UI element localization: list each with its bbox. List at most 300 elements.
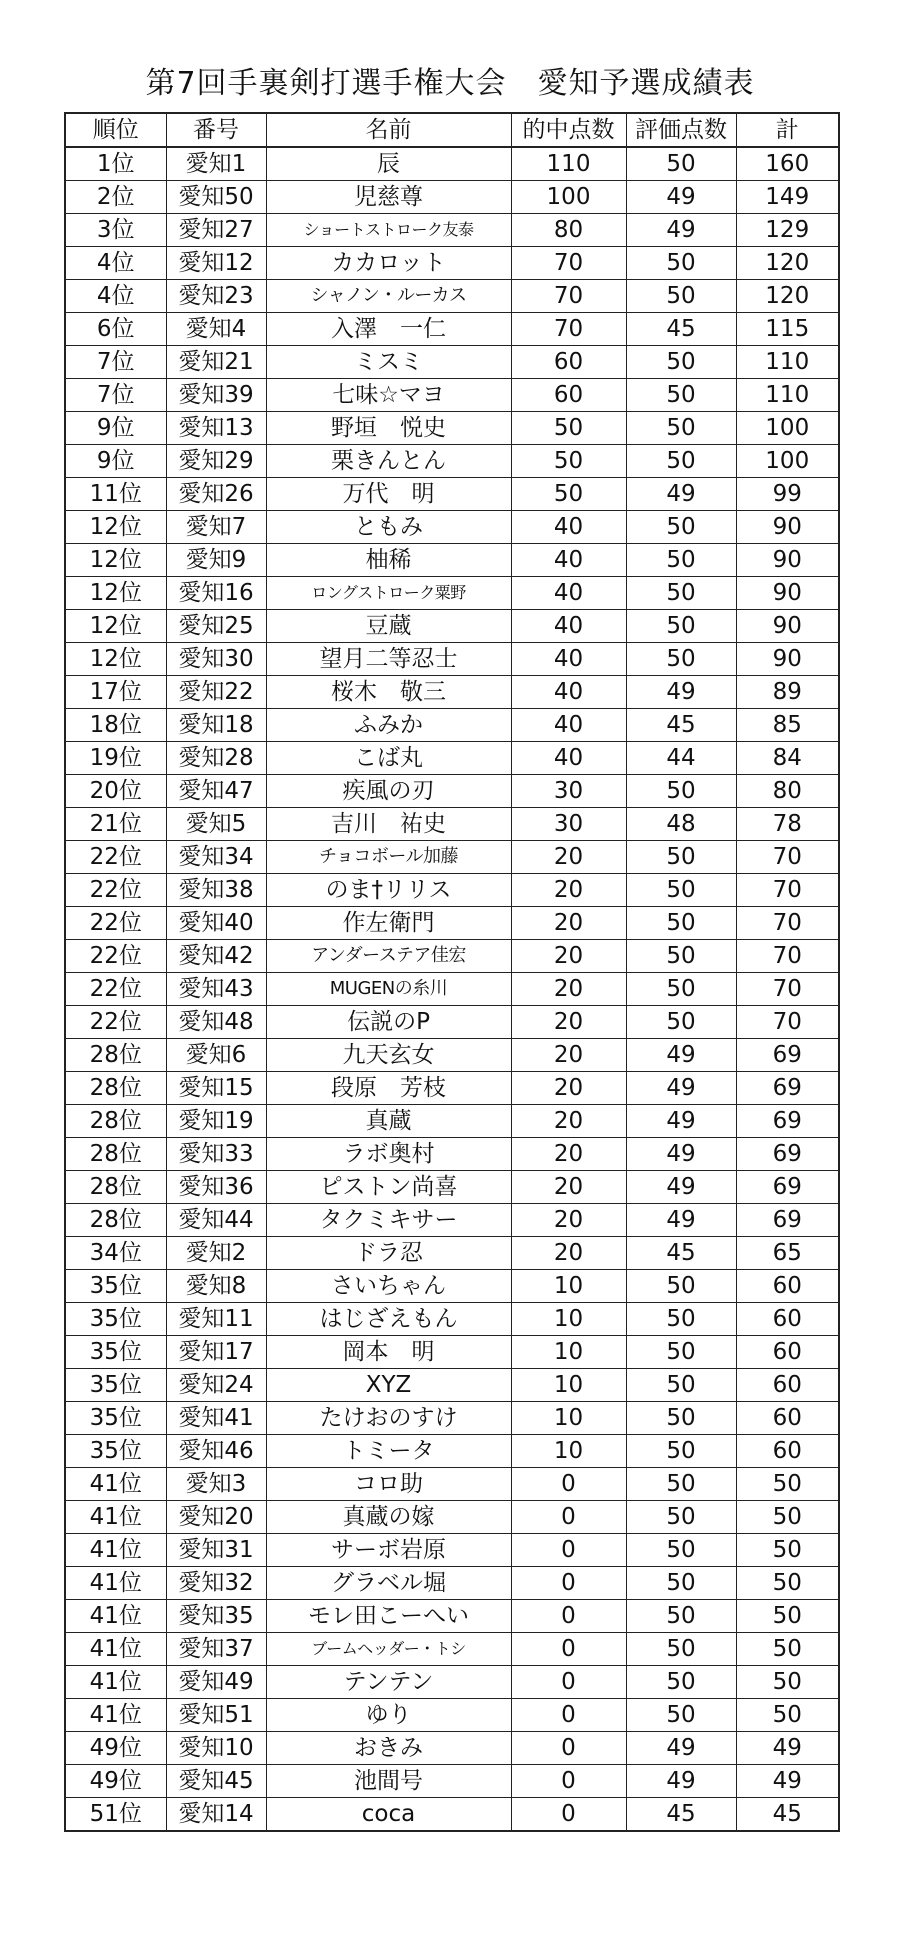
cell-name: 豆蔵 <box>266 610 511 643</box>
cell-name: 岡本 明 <box>266 1336 511 1369</box>
cell-number: 愛知5 <box>166 808 266 841</box>
cell-number: 愛知26 <box>166 478 266 511</box>
cell-total: 50 <box>736 1468 839 1501</box>
cell-eval-points: 50 <box>626 1336 736 1369</box>
cell-eval-points: 50 <box>626 610 736 643</box>
cell-rank: 28位 <box>65 1171 166 1204</box>
header-hit-points: 的中点数 <box>511 113 626 147</box>
cell-eval-points: 50 <box>626 1006 736 1039</box>
cell-name: 七味☆マヨ <box>266 379 511 412</box>
cell-hit-points: 20 <box>511 1039 626 1072</box>
cell-rank: 41位 <box>65 1633 166 1666</box>
cell-hit-points: 80 <box>511 214 626 247</box>
cell-hit-points: 0 <box>511 1732 626 1765</box>
cell-hit-points: 10 <box>511 1336 626 1369</box>
cell-total: 69 <box>736 1171 839 1204</box>
cell-total: 70 <box>736 1006 839 1039</box>
cell-total: 120 <box>736 247 839 280</box>
cell-eval-points: 49 <box>626 1732 736 1765</box>
cell-eval-points: 50 <box>626 1468 736 1501</box>
table-row <box>65 379 839 412</box>
cell-rank: 12位 <box>65 643 166 676</box>
cell-number: 愛知50 <box>166 181 266 214</box>
cell-hit-points: 50 <box>511 445 626 478</box>
cell-name: コロ助 <box>266 1468 511 1501</box>
cell-name: 野垣 悦史 <box>266 412 511 445</box>
cell-eval-points: 45 <box>626 313 736 346</box>
cell-name: テンテン <box>266 1666 511 1699</box>
cell-eval-points: 49 <box>626 1039 736 1072</box>
cell-number: 愛知10 <box>166 1732 266 1765</box>
cell-hit-points: 10 <box>511 1303 626 1336</box>
cell-rank: 34位 <box>65 1237 166 1270</box>
table-row <box>65 412 839 445</box>
cell-hit-points: 20 <box>511 973 626 1006</box>
cell-name: 万代 明 <box>266 478 511 511</box>
header-number: 番号 <box>166 113 266 147</box>
cell-total: 60 <box>736 1369 839 1402</box>
table-row <box>65 478 839 511</box>
cell-total: 110 <box>736 346 839 379</box>
table-row <box>65 1699 839 1732</box>
cell-eval-points: 49 <box>626 676 736 709</box>
cell-eval-points: 50 <box>626 841 736 874</box>
cell-name: モレ田こーへい <box>266 1600 511 1633</box>
cell-eval-points: 50 <box>626 1501 736 1534</box>
cell-hit-points: 20 <box>511 1171 626 1204</box>
cell-rank: 35位 <box>65 1270 166 1303</box>
table-row <box>65 1600 839 1633</box>
cell-total: 60 <box>736 1303 839 1336</box>
cell-total: 99 <box>736 478 839 511</box>
cell-number: 愛知32 <box>166 1567 266 1600</box>
cell-name: こば丸 <box>266 742 511 775</box>
cell-rank: 20位 <box>65 775 166 808</box>
cell-rank: 17位 <box>65 676 166 709</box>
cell-name: ミスミ <box>266 346 511 379</box>
cell-number: 愛知12 <box>166 247 266 280</box>
cell-hit-points: 20 <box>511 841 626 874</box>
cell-number: 愛知39 <box>166 379 266 412</box>
cell-number: 愛知20 <box>166 1501 266 1534</box>
table-row <box>65 709 839 742</box>
cell-name: 辰 <box>266 147 511 181</box>
cell-eval-points: 50 <box>626 280 736 313</box>
cell-hit-points: 40 <box>511 577 626 610</box>
cell-rank: 7位 <box>65 346 166 379</box>
cell-hit-points: 40 <box>511 709 626 742</box>
cell-hit-points: 10 <box>511 1435 626 1468</box>
header-row <box>65 113 839 147</box>
cell-name: ともみ <box>266 511 511 544</box>
cell-name: アンダーステア佳宏 <box>266 940 511 973</box>
cell-eval-points: 49 <box>626 181 736 214</box>
cell-eval-points: 50 <box>626 147 736 181</box>
cell-name: 児慈尊 <box>266 181 511 214</box>
cell-number: 愛知37 <box>166 1633 266 1666</box>
cell-name: 望月二等忍士 <box>266 643 511 676</box>
cell-rank: 35位 <box>65 1369 166 1402</box>
table-row <box>65 1732 839 1765</box>
cell-number: 愛知17 <box>166 1336 266 1369</box>
cell-eval-points: 50 <box>626 412 736 445</box>
cell-rank: 4位 <box>65 280 166 313</box>
cell-rank: 2位 <box>65 181 166 214</box>
table-row <box>65 808 839 841</box>
cell-eval-points: 49 <box>626 1138 736 1171</box>
cell-hit-points: 0 <box>511 1699 626 1732</box>
cell-name: 作左衛門 <box>266 907 511 940</box>
cell-total: 50 <box>736 1534 839 1567</box>
table-row <box>65 1765 839 1798</box>
table-body <box>65 147 839 1831</box>
cell-total: 69 <box>736 1105 839 1138</box>
cell-eval-points: 50 <box>626 1699 736 1732</box>
cell-rank: 28位 <box>65 1138 166 1171</box>
cell-name: 栗きんとん <box>266 445 511 478</box>
table-row <box>65 1435 839 1468</box>
cell-name: たけおのすけ <box>266 1402 511 1435</box>
cell-number: 愛知3 <box>166 1468 266 1501</box>
table-row <box>65 1798 839 1832</box>
cell-rank: 49位 <box>65 1732 166 1765</box>
cell-number: 愛知36 <box>166 1171 266 1204</box>
cell-name: 入澤 一仁 <box>266 313 511 346</box>
cell-total: 49 <box>736 1765 839 1798</box>
cell-rank: 18位 <box>65 709 166 742</box>
table-row <box>65 181 839 214</box>
cell-name: 九天玄女 <box>266 1039 511 1072</box>
table-row <box>65 1666 839 1699</box>
header-rank: 順位 <box>65 113 166 147</box>
cell-total: 160 <box>736 147 839 181</box>
cell-number: 愛知1 <box>166 147 266 181</box>
cell-number: 愛知47 <box>166 775 266 808</box>
cell-number: 愛知45 <box>166 1765 266 1798</box>
cell-rank: 41位 <box>65 1699 166 1732</box>
cell-hit-points: 30 <box>511 775 626 808</box>
cell-total: 60 <box>736 1435 839 1468</box>
cell-name: 真蔵の嫁 <box>266 1501 511 1534</box>
cell-number: 愛知34 <box>166 841 266 874</box>
cell-name: チョコボール加藤 <box>266 841 511 874</box>
cell-number: 愛知22 <box>166 676 266 709</box>
table-row <box>65 147 839 181</box>
cell-hit-points: 40 <box>511 610 626 643</box>
cell-rank: 22位 <box>65 940 166 973</box>
cell-hit-points: 0 <box>511 1501 626 1534</box>
cell-total: 90 <box>736 544 839 577</box>
table-row <box>65 1039 839 1072</box>
table-row <box>65 1237 839 1270</box>
cell-name: XYZ <box>266 1369 511 1402</box>
table-row <box>65 973 839 1006</box>
cell-total: 115 <box>736 313 839 346</box>
cell-name: グラベル堀 <box>266 1567 511 1600</box>
cell-total: 50 <box>736 1600 839 1633</box>
cell-total: 80 <box>736 775 839 808</box>
table-row <box>65 1072 839 1105</box>
cell-eval-points: 50 <box>626 643 736 676</box>
cell-name: おきみ <box>266 1732 511 1765</box>
cell-hit-points: 0 <box>511 1468 626 1501</box>
cell-rank: 22位 <box>65 874 166 907</box>
page-title: 第7回手裏剣打選手権大会 愛知予選成績表 <box>145 66 755 101</box>
table-row <box>65 940 839 973</box>
table-row <box>65 1204 839 1237</box>
cell-eval-points: 44 <box>626 742 736 775</box>
cell-eval-points: 50 <box>626 1402 736 1435</box>
table-row <box>65 1171 839 1204</box>
table-row <box>65 610 839 643</box>
table-row <box>65 445 839 478</box>
cell-hit-points: 40 <box>511 544 626 577</box>
table-row <box>65 1369 839 1402</box>
cell-rank: 12位 <box>65 544 166 577</box>
table-row <box>65 775 839 808</box>
cell-rank: 35位 <box>65 1336 166 1369</box>
table-row <box>65 742 839 775</box>
cell-hit-points: 20 <box>511 1006 626 1039</box>
cell-name: シャノン・ルーカス <box>266 280 511 313</box>
cell-rank: 12位 <box>65 610 166 643</box>
cell-number: 愛知49 <box>166 1666 266 1699</box>
cell-hit-points: 20 <box>511 907 626 940</box>
cell-hit-points: 20 <box>511 1237 626 1270</box>
cell-hit-points: 70 <box>511 247 626 280</box>
cell-number: 愛知29 <box>166 445 266 478</box>
cell-eval-points: 45 <box>626 709 736 742</box>
cell-total: 90 <box>736 511 839 544</box>
table-row <box>65 577 839 610</box>
cell-name: ゆり <box>266 1699 511 1732</box>
cell-eval-points: 50 <box>626 1666 736 1699</box>
cell-name: ロングストローク粟野 <box>266 577 511 610</box>
cell-rank: 4位 <box>65 247 166 280</box>
table-row <box>65 1633 839 1666</box>
cell-total: 69 <box>736 1072 839 1105</box>
cell-hit-points: 20 <box>511 1138 626 1171</box>
cell-hit-points: 70 <box>511 280 626 313</box>
cell-number: 愛知43 <box>166 973 266 1006</box>
cell-name: 桜木 敬三 <box>266 676 511 709</box>
cell-total: 50 <box>736 1633 839 1666</box>
cell-hit-points: 70 <box>511 313 626 346</box>
cell-hit-points: 50 <box>511 478 626 511</box>
cell-hit-points: 40 <box>511 676 626 709</box>
table-row <box>65 1567 839 1600</box>
cell-eval-points: 45 <box>626 1798 736 1832</box>
cell-total: 90 <box>736 610 839 643</box>
cell-number: 愛知4 <box>166 313 266 346</box>
cell-number: 愛知19 <box>166 1105 266 1138</box>
cell-hit-points: 20 <box>511 940 626 973</box>
table-row <box>65 1336 839 1369</box>
cell-eval-points: 45 <box>626 1237 736 1270</box>
cell-hit-points: 0 <box>511 1534 626 1567</box>
cell-name: ブームヘッダー・トシ <box>266 1633 511 1666</box>
cell-rank: 35位 <box>65 1435 166 1468</box>
cell-total: 69 <box>736 1138 839 1171</box>
cell-hit-points: 40 <box>511 742 626 775</box>
cell-name: 疾風の刃 <box>266 775 511 808</box>
table-row <box>65 214 839 247</box>
cell-eval-points: 49 <box>626 478 736 511</box>
cell-total: 65 <box>736 1237 839 1270</box>
cell-total: 70 <box>736 907 839 940</box>
cell-rank: 22位 <box>65 1006 166 1039</box>
cell-number: 愛知11 <box>166 1303 266 1336</box>
cell-hit-points: 110 <box>511 147 626 181</box>
cell-eval-points: 50 <box>626 973 736 1006</box>
table-row <box>65 1468 839 1501</box>
cell-hit-points: 20 <box>511 1072 626 1105</box>
cell-number: 愛知21 <box>166 346 266 379</box>
cell-total: 45 <box>736 1798 839 1832</box>
cell-number: 愛知30 <box>166 643 266 676</box>
cell-name: ドラ忍 <box>266 1237 511 1270</box>
cell-name: 真蔵 <box>266 1105 511 1138</box>
cell-total: 70 <box>736 841 839 874</box>
cell-rank: 41位 <box>65 1600 166 1633</box>
cell-eval-points: 50 <box>626 1270 736 1303</box>
table-row <box>65 841 839 874</box>
cell-number: 愛知24 <box>166 1369 266 1402</box>
cell-number: 愛知46 <box>166 1435 266 1468</box>
cell-number: 愛知9 <box>166 544 266 577</box>
cell-number: 愛知41 <box>166 1402 266 1435</box>
cell-number: 愛知15 <box>166 1072 266 1105</box>
cell-name: 伝説のP <box>266 1006 511 1039</box>
cell-rank: 3位 <box>65 214 166 247</box>
cell-eval-points: 50 <box>626 379 736 412</box>
cell-rank: 28位 <box>65 1039 166 1072</box>
cell-name: ラボ奥村 <box>266 1138 511 1171</box>
cell-total: 129 <box>736 214 839 247</box>
cell-number: 愛知13 <box>166 412 266 445</box>
cell-total: 50 <box>736 1666 839 1699</box>
cell-name: 池間号 <box>266 1765 511 1798</box>
cell-hit-points: 0 <box>511 1666 626 1699</box>
cell-rank: 51位 <box>65 1798 166 1832</box>
cell-number: 愛知31 <box>166 1534 266 1567</box>
cell-hit-points: 60 <box>511 379 626 412</box>
cell-total: 84 <box>736 742 839 775</box>
cell-rank: 22位 <box>65 841 166 874</box>
cell-name: のま†リリス <box>266 874 511 907</box>
cell-eval-points: 49 <box>626 1072 736 1105</box>
cell-hit-points: 20 <box>511 1204 626 1237</box>
cell-total: 69 <box>736 1039 839 1072</box>
cell-hit-points: 50 <box>511 412 626 445</box>
cell-rank: 7位 <box>65 379 166 412</box>
cell-rank: 28位 <box>65 1204 166 1237</box>
cell-hit-points: 0 <box>511 1798 626 1832</box>
cell-rank: 6位 <box>65 313 166 346</box>
cell-number: 愛知8 <box>166 1270 266 1303</box>
cell-name: トミータ <box>266 1435 511 1468</box>
cell-number: 愛知16 <box>166 577 266 610</box>
header-eval-points: 評価点数 <box>626 113 736 147</box>
cell-eval-points: 50 <box>626 577 736 610</box>
cell-name: ショートストローク友泰 <box>266 214 511 247</box>
table-row <box>65 907 839 940</box>
cell-total: 110 <box>736 379 839 412</box>
cell-rank: 41位 <box>65 1666 166 1699</box>
cell-hit-points: 10 <box>511 1369 626 1402</box>
cell-eval-points: 49 <box>626 1765 736 1798</box>
cell-number: 愛知7 <box>166 511 266 544</box>
cell-number: 愛知18 <box>166 709 266 742</box>
cell-total: 50 <box>736 1699 839 1732</box>
cell-number: 愛知25 <box>166 610 266 643</box>
table-row <box>65 247 839 280</box>
cell-eval-points: 48 <box>626 808 736 841</box>
cell-number: 愛知27 <box>166 214 266 247</box>
cell-eval-points: 49 <box>626 1204 736 1237</box>
cell-hit-points: 30 <box>511 808 626 841</box>
cell-number: 愛知6 <box>166 1039 266 1072</box>
cell-total: 90 <box>736 577 839 610</box>
cell-rank: 12位 <box>65 511 166 544</box>
cell-hit-points: 100 <box>511 181 626 214</box>
header-total: 計 <box>736 113 839 147</box>
cell-number: 愛知35 <box>166 1600 266 1633</box>
cell-rank: 12位 <box>65 577 166 610</box>
cell-eval-points: 50 <box>626 1435 736 1468</box>
cell-eval-points: 50 <box>626 346 736 379</box>
cell-hit-points: 20 <box>511 1105 626 1138</box>
cell-total: 100 <box>736 445 839 478</box>
cell-eval-points: 50 <box>626 445 736 478</box>
cell-rank: 22位 <box>65 973 166 1006</box>
cell-total: 90 <box>736 643 839 676</box>
table-row <box>65 1303 839 1336</box>
table-header <box>65 113 839 147</box>
cell-rank: 28位 <box>65 1105 166 1138</box>
table-row <box>65 1006 839 1039</box>
cell-eval-points: 50 <box>626 907 736 940</box>
cell-hit-points: 20 <box>511 874 626 907</box>
cell-eval-points: 50 <box>626 544 736 577</box>
table-row <box>65 346 839 379</box>
cell-name: coca <box>266 1798 511 1832</box>
cell-number: 愛知28 <box>166 742 266 775</box>
cell-rank: 41位 <box>65 1468 166 1501</box>
cell-total: 70 <box>736 973 839 1006</box>
cell-name: ピストン尚喜 <box>266 1171 511 1204</box>
cell-number: 愛知2 <box>166 1237 266 1270</box>
cell-rank: 41位 <box>65 1534 166 1567</box>
cell-eval-points: 50 <box>626 1567 736 1600</box>
cell-hit-points: 10 <box>511 1402 626 1435</box>
table-row <box>65 1501 839 1534</box>
cell-rank: 35位 <box>65 1402 166 1435</box>
table-row <box>65 313 839 346</box>
cell-hit-points: 40 <box>511 511 626 544</box>
table-row <box>65 1105 839 1138</box>
cell-hit-points: 60 <box>511 346 626 379</box>
cell-rank: 9位 <box>65 412 166 445</box>
cell-rank: 41位 <box>65 1501 166 1534</box>
cell-total: 60 <box>736 1402 839 1435</box>
cell-number: 愛知23 <box>166 280 266 313</box>
cell-eval-points: 49 <box>626 1105 736 1138</box>
cell-number: 愛知48 <box>166 1006 266 1039</box>
cell-name: 吉川 祐史 <box>266 808 511 841</box>
cell-name: 柚稀 <box>266 544 511 577</box>
cell-total: 60 <box>736 1336 839 1369</box>
